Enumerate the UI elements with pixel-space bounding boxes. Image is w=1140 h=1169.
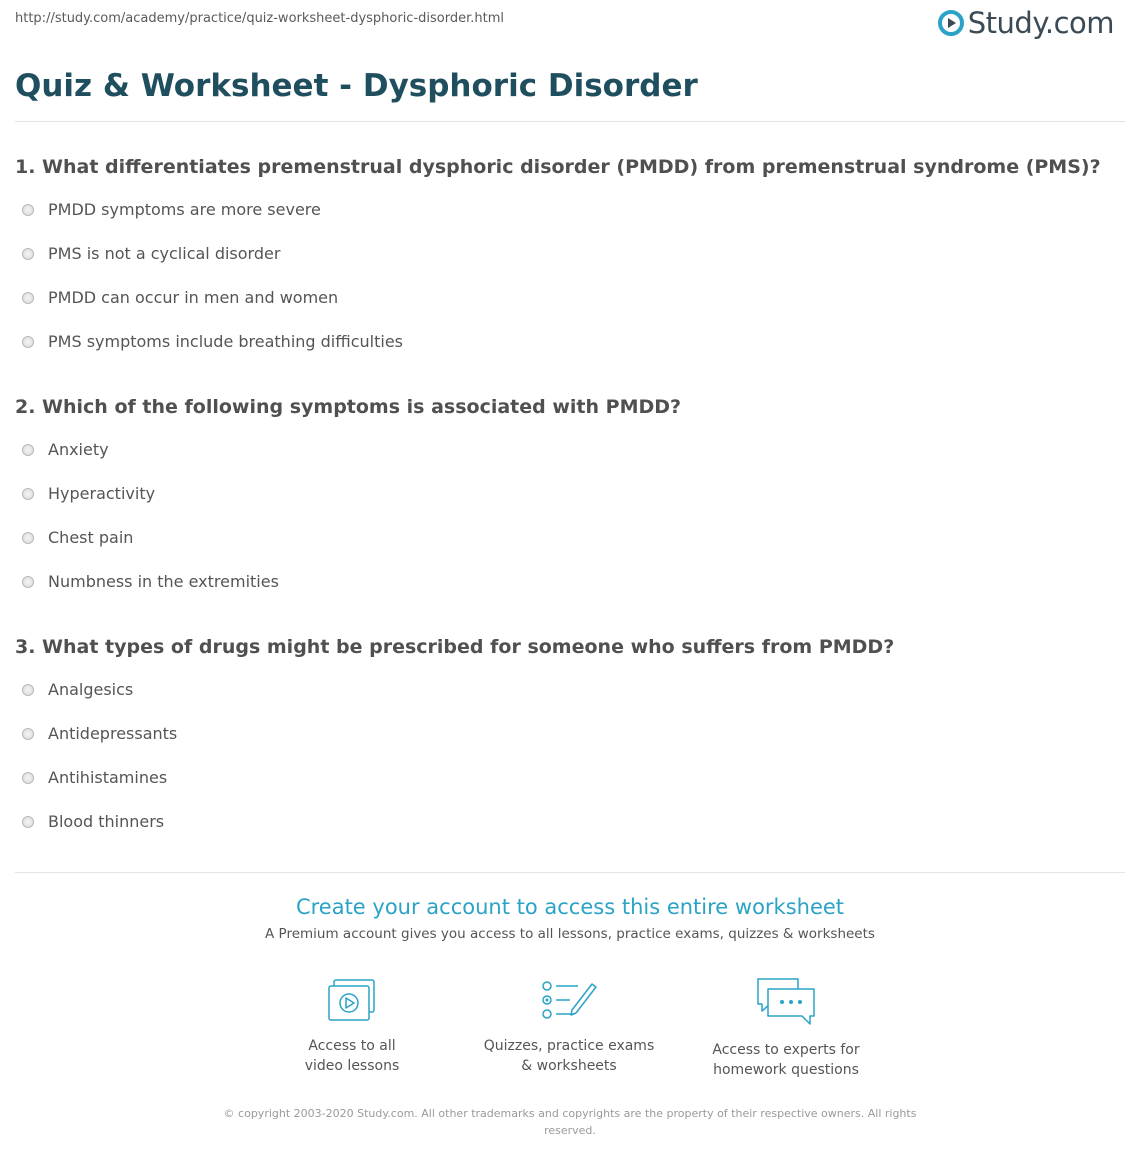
divider bbox=[15, 121, 1125, 122]
answer-option[interactable] bbox=[22, 332, 403, 351]
page-title: Quiz & Worksheet - Dysphoric Disorder bbox=[15, 68, 698, 104]
answer-option[interactable] bbox=[22, 572, 279, 591]
radio-button[interactable] bbox=[22, 292, 34, 304]
answer-label: Anxiety bbox=[48, 440, 109, 459]
copyright-line: reserved. bbox=[544, 1124, 596, 1137]
radio-button[interactable] bbox=[22, 684, 34, 696]
video-lessons-icon bbox=[326, 976, 378, 1024]
feature-label-line: Access to experts for bbox=[712, 1042, 860, 1058]
radio-button[interactable] bbox=[22, 532, 34, 544]
chat-bubbles-icon bbox=[754, 976, 818, 1028]
answer-label: Antidepressants bbox=[48, 724, 178, 743]
premium-description: A Premium account gives you access to all lessons, practice exams, quizzes & worksheets bbox=[265, 926, 875, 942]
quiz-checklist-icon bbox=[540, 976, 598, 1024]
answer-label: PMDD can occur in men and women bbox=[48, 288, 339, 307]
radio-button[interactable] bbox=[22, 444, 34, 456]
answer-option[interactable] bbox=[22, 680, 133, 699]
answer-option[interactable] bbox=[22, 440, 109, 459]
answer-label: PMS symptoms include breathing difficulties bbox=[48, 332, 403, 351]
answer-option[interactable] bbox=[22, 200, 321, 219]
answer-label: Hyperactivity bbox=[48, 484, 156, 503]
copyright-notice bbox=[200, 1105, 940, 1139]
answer-option[interactable] bbox=[22, 244, 280, 263]
feature-label-line: homework questions bbox=[713, 1062, 859, 1078]
answer-label: Numbness in the extremities bbox=[48, 572, 279, 591]
answer-option[interactable] bbox=[22, 812, 164, 831]
answer-label: Antihistamines bbox=[48, 768, 168, 787]
create-account-link[interactable]: Create your account to access this entire worksheet bbox=[295, 895, 845, 919]
answer-option[interactable] bbox=[22, 768, 167, 787]
divider bbox=[15, 872, 1125, 873]
study-logo[interactable] bbox=[938, 6, 1114, 40]
feature-quizzes bbox=[459, 976, 679, 1076]
copyright-line: © copyright 2003-2020 Study.com. All other trademarks and copyrights are the property of their respective owners. All rights bbox=[223, 1107, 917, 1120]
answer-option[interactable] bbox=[22, 724, 177, 743]
answer-option[interactable] bbox=[22, 288, 338, 307]
answer-label: Blood thinners bbox=[48, 812, 165, 831]
question-1: 1. What differentiates premenstrual dysphoric disorder (PMDD) from premenstrual syndrome (PMS)? bbox=[15, 156, 1101, 178]
radio-button[interactable] bbox=[22, 576, 34, 588]
play-circle-icon bbox=[938, 10, 964, 36]
answer-label: Analgesics bbox=[48, 680, 134, 699]
radio-button[interactable] bbox=[22, 816, 34, 828]
radio-button[interactable] bbox=[22, 248, 34, 260]
radio-button[interactable] bbox=[22, 772, 34, 784]
feature-label-line: & worksheets bbox=[521, 1058, 617, 1074]
radio-button[interactable] bbox=[22, 336, 34, 348]
radio-button[interactable] bbox=[22, 728, 34, 740]
answer-option[interactable] bbox=[22, 484, 155, 503]
feature-experts bbox=[676, 976, 896, 1080]
logo-text: Study.com bbox=[967, 6, 1114, 40]
radio-button[interactable] bbox=[22, 488, 34, 500]
answer-option[interactable] bbox=[22, 528, 133, 547]
answer-label: Chest pain bbox=[48, 528, 134, 547]
feature-label-line: Quizzes, practice exams bbox=[483, 1038, 655, 1054]
question-2: 2. Which of the following symptoms is associated with PMDD? bbox=[15, 396, 682, 418]
feature-video-lessons bbox=[242, 976, 462, 1076]
radio-button[interactable] bbox=[22, 204, 34, 216]
feature-label-line: video lessons bbox=[304, 1058, 400, 1074]
answer-label: PMS is not a cyclical disorder bbox=[48, 244, 281, 263]
answer-label: PMDD symptoms are more severe bbox=[48, 200, 321, 219]
feature-label-line: Access to all bbox=[308, 1038, 396, 1054]
page-url: http://study.com/academy/practice/quiz-worksheet-dysphoric-disorder.html bbox=[15, 11, 504, 26]
question-3: 3. What types of drugs might be prescribed for someone who suffers from PMDD? bbox=[15, 636, 895, 658]
